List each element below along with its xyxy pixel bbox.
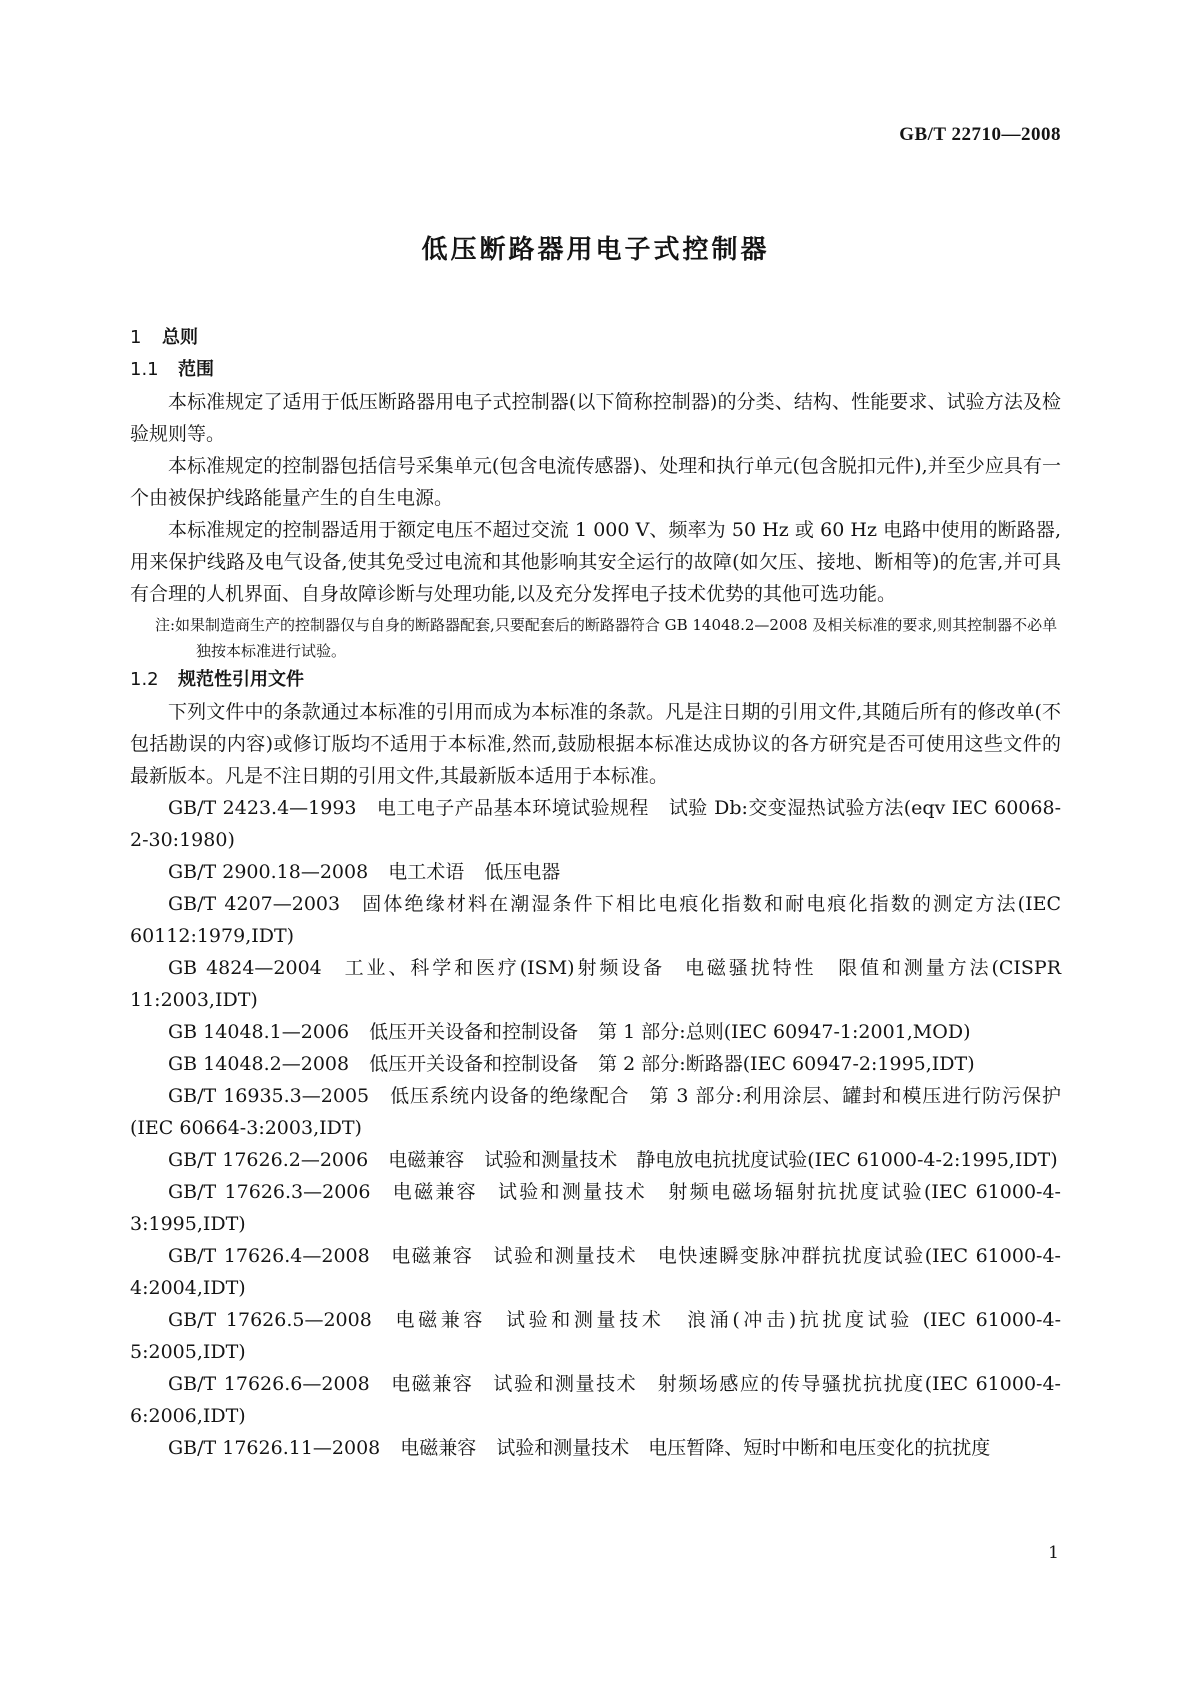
reference-title: 工业、科学和医疗(ISM)射频设备 xyxy=(341,957,666,979)
scope-paragraph: 本标准规定的控制器适用于额定电压不超过交流 1 000 V、频率为 50 Hz 或 60 Hz 电路中使用的断路器,用来保护线路及电气设备,使其免受过电流和其他影响其安全运行的故障(如欠压、接地、断相等)的危害,并可具有合理的人机界面、自身故障诊断与处理功能,以及充分发挥电子技术优势的其他可选功能。 xyxy=(130,519,1061,605)
reference-item xyxy=(130,1240,1061,1304)
scope-paragraph: 本标准规定了适用于低压断路器用电子式控制器(以下简称控制器)的分类、结构、性能要求、试验方法及检验规则等。 xyxy=(130,391,1061,445)
reference-item xyxy=(130,888,1061,952)
section-title: 总则 xyxy=(162,327,198,348)
reference-title: 电工术语 xyxy=(388,861,465,883)
reference-code: GB/T 17626.2—2006 xyxy=(168,1149,369,1171)
reference-title: 电磁兼容 xyxy=(391,1309,487,1331)
section-number: 1.2 xyxy=(130,669,159,690)
reference-item xyxy=(130,1368,1061,1432)
reference-detail: 试验和测量技术 静电放电抗扰度试验(IEC 61000-4-2:1995,IDT) xyxy=(484,1149,1058,1171)
reference-code: GB 4824—2004 xyxy=(168,957,322,979)
reference-code: GB/T 2900.18—2008 xyxy=(168,861,369,883)
reference-title: 低压开关设备和控制设备 xyxy=(369,1053,579,1075)
reference-title: 电磁兼容 xyxy=(388,1149,465,1171)
section-1-1-heading xyxy=(130,354,1061,386)
reference-item xyxy=(130,1432,1061,1464)
section-title: 规范性引用文件 xyxy=(178,669,304,690)
standard-code: GB/T 22710—2008 xyxy=(899,124,1061,145)
document-body xyxy=(130,322,1061,1464)
reference-title: 电磁兼容 xyxy=(390,1181,478,1203)
reference-item xyxy=(130,1080,1061,1144)
reference-title: 电磁兼容 xyxy=(389,1373,474,1395)
reference-detail: 第 3 部分:利用涂层、罐封和模压进行防污保护(IEC 60664-3:2003,IDT) xyxy=(130,1085,1061,1139)
reference-title: 低压开关设备和控制设备 xyxy=(369,1021,579,1043)
reference-detail: 试验和测量技术 电压暂降、短时中断和电压变化的抗扰度 xyxy=(496,1437,991,1459)
page-number: 1 xyxy=(1048,1543,1059,1563)
reference-code: GB/T 2423.4—1993 xyxy=(168,797,357,819)
reference-detail: 低压电器 xyxy=(484,861,561,883)
section-title: 范围 xyxy=(178,359,214,380)
reference-item xyxy=(130,952,1061,1016)
reference-item xyxy=(130,792,1061,856)
reference-item xyxy=(130,1144,1061,1176)
reference-item xyxy=(130,1176,1061,1240)
reference-item xyxy=(130,1048,1061,1080)
reference-item xyxy=(130,856,1061,888)
scope-paragraph: 本标准规定的控制器包括信号采集单元(包含电流传感器)、处理和执行单元(包含脱扣元件),并至少应具有一个由被保护线路能量产生的自生电源。 xyxy=(130,455,1061,509)
references-intro: 下列文件中的条款通过本标准的引用而成为本标准的条款。凡是注日期的引用文件,其随后所有的修改单(不包括勘误的内容)或修订版均不适用于本标准,然而,鼓励根据本标准达成协议的各方研究是否可使用这些文件的最新版本。凡是不注日期的引用文件,其最新版本适用于本标准。 xyxy=(130,701,1061,787)
section-number: 1.1 xyxy=(130,359,159,380)
reference-detail: 试验和测量技术 浪涌(冲击)抗扰度试验 (IEC 61000-4-5:2005,IDT) xyxy=(130,1309,1061,1363)
reference-detail: 第 2 部分:断路器(IEC 60947-2:1995,IDT) xyxy=(598,1053,975,1075)
reference-code: GB/T 4207—2003 xyxy=(168,893,341,915)
reference-item xyxy=(130,1016,1061,1048)
reference-detail: 试验和测量技术 射频电磁场辐射抗扰度试验(IEC 61000-4-3:1995,IDT) xyxy=(130,1181,1061,1235)
reference-title: 低压系统内设备的绝缘配合 xyxy=(389,1085,630,1107)
reference-code: GB/T 17626.6—2008 xyxy=(168,1373,370,1395)
reference-title: 固体绝缘材料在潮湿条件下相比电痕化指数和耐电痕化指数的测定方法(IEC 60112:1979,IDT) xyxy=(130,893,1061,947)
reference-code: GB/T 16935.3—2005 xyxy=(168,1085,370,1107)
section-1-2-heading xyxy=(130,664,1061,696)
reference-code: GB/T 17626.5—2008 xyxy=(168,1309,372,1331)
reference-detail: 试验 Db:交变湿热试验方法(eqv IEC 60068-2-30:1980) xyxy=(130,797,1061,851)
reference-title: 电工电子产品基本环境试验规程 xyxy=(376,797,649,819)
reference-item xyxy=(130,1304,1061,1368)
section-1-heading xyxy=(130,322,1061,354)
reference-detail: 第 1 部分:总则(IEC 60947-1:2001,MOD) xyxy=(598,1021,971,1043)
scope-note: 注:如果制造商生产的控制器仅与自身的断路器配套,只要配套后的断路器符合 GB 14048.2—2008 及相关标准的要求,则其控制器不必单独按本标准进行试验。 xyxy=(155,616,1058,660)
section-number: 1 xyxy=(130,327,142,348)
reference-detail: 试验和测量技术 射频场感应的传导骚扰抗扰度(IEC 61000-4-6:2006,IDT) xyxy=(130,1373,1061,1427)
document-title: 低压断路器用电子式控制器 xyxy=(421,235,770,265)
reference-code: GB/T 17626.3—2006 xyxy=(168,1181,371,1203)
reference-detail: 试验和测量技术 电快速瞬变脉冲群抗扰度试验(IEC 61000-4-4:2004,IDT) xyxy=(130,1245,1061,1299)
reference-code: GB/T 17626.11—2008 xyxy=(168,1437,381,1459)
reference-list xyxy=(130,792,1061,1464)
reference-title: 电磁兼容 xyxy=(400,1437,477,1459)
reference-code: GB/T 17626.4—2008 xyxy=(168,1245,370,1267)
reference-code: GB 14048.1—2006 xyxy=(168,1021,350,1043)
reference-code: GB 14048.2—2008 xyxy=(168,1053,350,1075)
reference-title: 电磁兼容 xyxy=(389,1245,474,1267)
reference-detail: 电磁骚扰特性 限值和测量方法(CISPR 11:2003,IDT) xyxy=(130,957,1062,1011)
